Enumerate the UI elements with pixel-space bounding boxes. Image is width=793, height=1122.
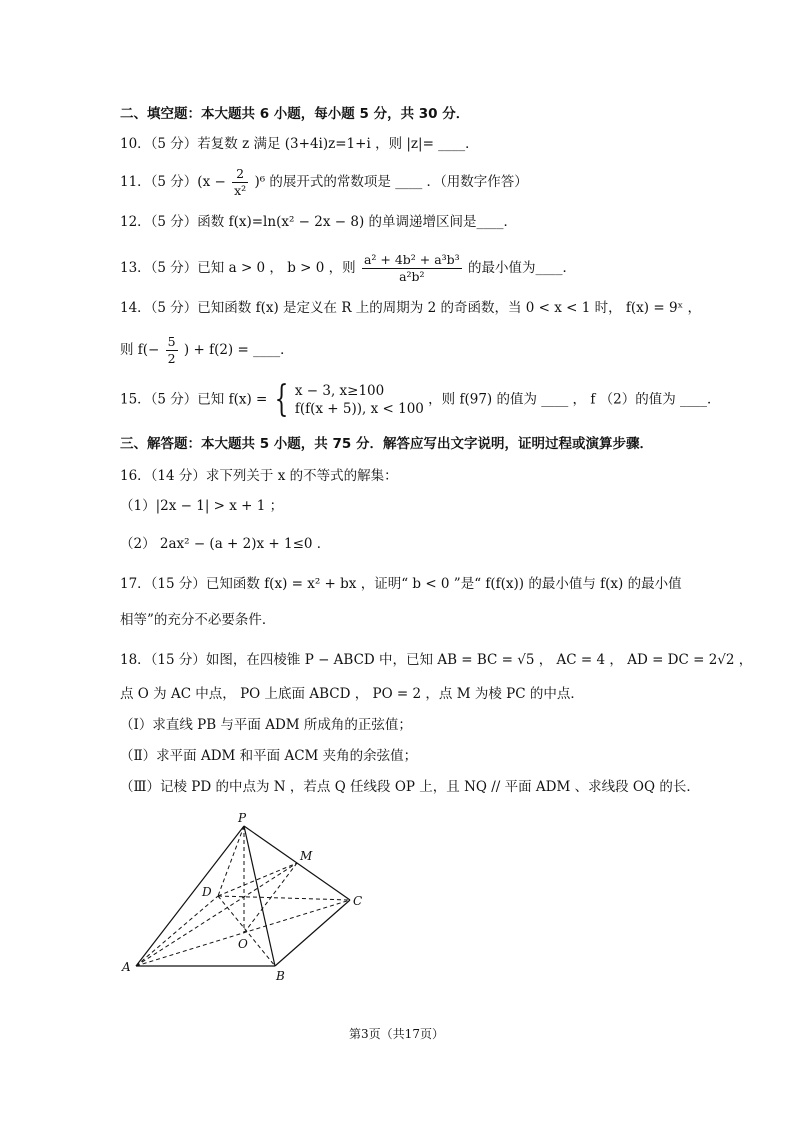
q15-case-2: f(f(x + 5)), x < 100 [294,401,424,417]
question-16-part-2: （2） 2ax² − (a + 2)x + 1≤0 ． [120,536,331,552]
q11-fraction [232,166,248,199]
question-12: 12．（5 分）函数 f(x)=ln(x² − 2x − 8) 的单调递增区间是____． [120,214,517,230]
q15-cases [295,382,424,418]
pyramid-figure [110,808,380,983]
q14-prefix: 则 f(− [120,342,160,358]
q13-denominator: a²b² [399,269,425,284]
edge-PD [218,826,244,896]
diagonal-AC [136,900,350,966]
edge-DC [218,896,350,900]
question-15 [120,379,721,420]
label-A: A [122,960,131,974]
section-2-heading: 二、填空题：本大题共 6 小题，每小题 5 分，共 30 分． [120,106,470,122]
q15-case-1: x − 3, x≥100 [294,383,385,399]
question-18-part-2: （Ⅱ）求平面 ADM 和平面 ACM 夹角的余弦值； [120,748,418,764]
question-14-line-1: 14．（5 分）已知函数 f(x) 是定义在 R 上的周期为 2 的奇函数，当 0 < x < 1 时， f(x) = 9ˣ ， [120,300,702,316]
edge-AD [136,896,218,966]
question-18-part-1: （Ⅰ）求直线 PB 与平面 ADM 所成角的正弦值； [120,717,412,733]
q14-fraction [166,334,178,367]
question-11 [120,166,528,199]
label-O: O [238,937,248,951]
question-16-stem: 16．（14 分）求下列关于 x 的不等式的解集： [120,468,398,484]
q15-suffix: ，则 f(97) 的值为 ____ ， f （2）的值为 ____． [428,391,721,408]
piecewise-brace: { [274,379,288,420]
diagonal-DB [218,896,275,966]
q13-numerator: a² + 4b² + a³b³ [363,252,460,267]
question-18-line-1: 18．（15 分）如图，在四棱锥 P − ABCD 中，已知 AB = BC = √5 ， AC = 4 ， AD = DC = 2√2 ， [120,652,753,668]
label-B: B [276,969,285,983]
edge-BC [275,900,350,966]
segment-AM [136,863,297,966]
question-13 [120,252,576,285]
label-D: D [202,885,212,899]
edge-PB [244,826,275,966]
question-18-part-3: （Ⅲ）记棱 PD 的中点为 N ，若点 Q 任线段 OP 上，且 NQ // 平面 ADM 、求线段 OQ 的长． [120,779,700,795]
q15-prefix: 15．（5 分）已知 f(x) = [120,391,268,408]
label-P: P [238,811,247,825]
q13-fraction [362,252,462,285]
question-17-line-2: 相等”的充分不必要条件． [120,612,276,628]
label-C: C [353,894,363,908]
q11-suffix: )⁶ 的展开式的常数项是 ____ ．（用数字作答） [254,174,528,190]
q11-denominator: x² [234,183,247,198]
q14-numerator: 5 [167,334,176,349]
q13-prefix: 13．（5 分）已知 a > 0 ， b > 0 ，则 [120,260,356,276]
question-18-line-2: 点 O 为 AC 中点， PO 上底面 ABCD ， PO = 2 ，点 M 为棱 PC 的中点． [120,686,584,702]
page-footer: 第3页（共17页） [349,1027,444,1041]
label-M: M [300,849,313,863]
question-10: 10．（5 分）若复数 z 满足 (3+4i)z=1+i ，则 |z|= ____． [120,136,479,152]
question-14-line-2 [120,334,294,367]
q11-numerator: 2 [232,166,248,183]
q11-prefix: 11．（5 分）(x − [120,174,226,190]
q13-suffix: 的最小值为____． [467,260,576,276]
q14-denominator: 2 [167,351,176,366]
question-17-line-1: 17．（15 分）已知函数 f(x) = x² + bx ，证明“ b < 0 ”是“ f(f(x)) 的最小值与 f(x) 的最小值 [120,576,682,592]
question-16-part-1: （1）|2x − 1| > x + 1 ； [120,498,284,514]
segment-DM [218,863,297,896]
section-3-heading: 三、解答题：本大题共 5 小题，共 75 分．解答应写出文字说明，证明过程或演算步骤． [120,436,653,452]
q14-suffix: ) + f(2) = ____． [183,342,294,358]
